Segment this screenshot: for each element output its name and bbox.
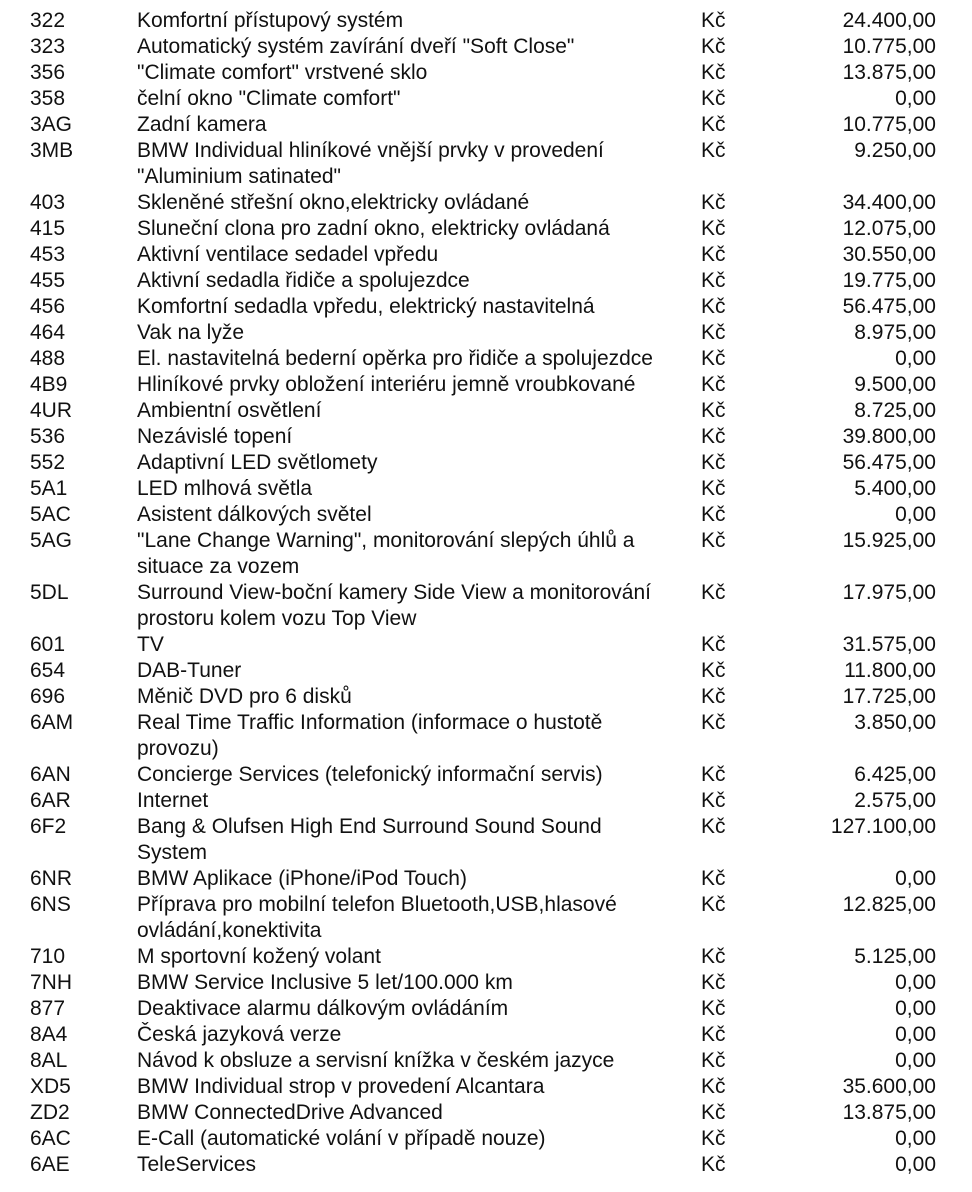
- option-code: 415: [30, 217, 66, 240]
- table-row: [0, 372, 972, 398]
- currency-label: Kč: [701, 789, 726, 812]
- option-code: 322: [30, 9, 66, 32]
- option-code: 696: [30, 685, 66, 708]
- currency-label: Kč: [701, 997, 726, 1020]
- option-description: Bang & Olufsen High End Surround Sound Sound System: [137, 815, 602, 864]
- option-code: 4UR: [30, 399, 73, 422]
- option-description: Česká jazyková verze: [137, 1023, 342, 1046]
- currency-label: Kč: [701, 87, 726, 110]
- option-code: 3AG: [30, 113, 73, 136]
- option-price: 0,00: [895, 1049, 936, 1072]
- option-description: Měnič DVD pro 6 disků: [137, 685, 352, 708]
- option-price: 0,00: [895, 347, 936, 370]
- currency-label: Kč: [701, 113, 726, 136]
- table-row: [0, 424, 972, 450]
- option-code: 5DL: [30, 581, 69, 604]
- currency-label: Kč: [701, 1101, 726, 1124]
- currency-label: Kč: [701, 269, 726, 292]
- option-description: Skleněné střešní okno,elektricky ovládané: [137, 191, 530, 214]
- currency-label: Kč: [701, 763, 726, 786]
- option-price: 13.875,00: [842, 1101, 936, 1124]
- option-price: 39.800,00: [842, 425, 936, 448]
- option-price: 6.425,00: [854, 763, 936, 786]
- table-row: [0, 34, 972, 60]
- option-description: Real Time Traffic Information (informace o hustotě provozu): [137, 711, 603, 760]
- option-code: 356: [30, 61, 66, 84]
- table-row: [0, 944, 972, 970]
- option-price: 8.725,00: [854, 399, 936, 422]
- option-price: 34.400,00: [842, 191, 936, 214]
- option-description: Surround View-boční kamery Side View a monitorování prostoru kolem vozu Top View: [137, 581, 651, 630]
- option-code: 3MB: [30, 139, 74, 162]
- currency-label: Kč: [701, 425, 726, 448]
- table-row: [0, 476, 972, 502]
- option-description: Komfortní sedadla vpředu, elektrický nastavitelná: [137, 295, 595, 318]
- currency-label: Kč: [701, 451, 726, 474]
- option-code: 6AM: [30, 711, 74, 734]
- option-code: 6AR: [30, 789, 71, 812]
- option-description: TeleServices: [137, 1153, 257, 1176]
- currency-label: Kč: [701, 295, 726, 318]
- option-description: BMW ConnectedDrive Advanced: [137, 1101, 443, 1124]
- option-description: Deaktivace alarmu dálkovým ovládáním: [137, 997, 509, 1020]
- table-row: [0, 216, 972, 242]
- option-price: 0,00: [895, 1023, 936, 1046]
- option-code: 5A1: [30, 477, 68, 500]
- option-price: 15.925,00: [842, 529, 936, 552]
- option-description: Ambientní osvětlení: [137, 399, 322, 422]
- option-code: 710: [30, 945, 66, 968]
- option-description: "Lane Change Warning", monitorování slepých úhlů a situace za vozem: [137, 529, 635, 578]
- table-row: [0, 762, 972, 788]
- table-row: [0, 502, 972, 528]
- option-code: 8A4: [30, 1023, 68, 1046]
- option-code: ZD2: [30, 1101, 70, 1124]
- option-description: Asistent dálkových světel: [137, 503, 372, 526]
- table-row: [0, 632, 972, 658]
- table-row: [0, 8, 972, 34]
- currency-label: Kč: [701, 529, 726, 552]
- currency-label: Kč: [701, 867, 726, 890]
- option-code: 488: [30, 347, 66, 370]
- option-code: 6AC: [30, 1127, 71, 1150]
- currency-label: Kč: [701, 659, 726, 682]
- option-price: 8.975,00: [854, 321, 936, 344]
- currency-label: Kč: [701, 1075, 726, 1098]
- option-code: 5AC: [30, 503, 71, 526]
- currency-label: Kč: [701, 893, 726, 916]
- currency-label: Kč: [701, 61, 726, 84]
- option-price: 2.575,00: [854, 789, 936, 812]
- option-price: 17.975,00: [842, 581, 936, 604]
- option-code: 4B9: [30, 373, 68, 396]
- option-description: Internet: [137, 789, 209, 812]
- option-price: 12.825,00: [842, 893, 936, 916]
- option-description: BMW Individual strop v provedení Alcantara: [137, 1075, 545, 1098]
- table-row: [0, 658, 972, 684]
- table-row: [0, 1126, 972, 1152]
- table-row: [0, 996, 972, 1022]
- option-code: 877: [30, 997, 66, 1020]
- currency-label: Kč: [701, 581, 726, 604]
- option-code: 5AG: [30, 529, 73, 552]
- option-price: 17.725,00: [842, 685, 936, 708]
- option-price: 11.800,00: [844, 659, 936, 682]
- option-description: Aktivní ventilace sedadel vpředu: [137, 243, 439, 266]
- option-description: TV: [137, 633, 164, 656]
- table-row: [0, 528, 972, 580]
- currency-label: Kč: [701, 321, 726, 344]
- option-price: 10.775,00: [842, 113, 936, 136]
- option-code: 323: [30, 35, 66, 58]
- currency-label: Kč: [701, 35, 726, 58]
- option-description: El. nastavitelná bederní opěrka pro řidiče a spolujezdce: [137, 347, 653, 370]
- option-description: BMW Aplikace (iPhone/iPod Touch): [137, 867, 467, 890]
- option-code: 464: [30, 321, 66, 344]
- option-price: 5.400,00: [854, 477, 936, 500]
- option-price: 0,00: [895, 867, 936, 890]
- option-code: 7NH: [30, 971, 73, 994]
- option-price: 19.775,00: [842, 269, 936, 292]
- currency-label: Kč: [701, 243, 726, 266]
- option-description: Automatický systém zavírání dveří "Soft Close": [137, 35, 575, 58]
- option-description: Komfortní přístupový systém: [137, 9, 404, 32]
- option-code: XD5: [30, 1075, 71, 1098]
- option-description: DAB-Tuner: [137, 659, 242, 682]
- table-row: [0, 320, 972, 346]
- table-row: [0, 86, 972, 112]
- option-code: 552: [30, 451, 66, 474]
- option-description: Concierge Services (telefonický informační servis): [137, 763, 603, 786]
- option-description: E-Call (automatické volání v případě nouze): [137, 1127, 546, 1150]
- table-row: [0, 450, 972, 476]
- option-price: 127.100,00: [830, 815, 936, 838]
- table-row: [0, 1100, 972, 1126]
- option-description: LED mlhová světla: [137, 477, 313, 500]
- table-row: [0, 112, 972, 138]
- table-row: [0, 892, 972, 944]
- option-code: 6F2: [30, 815, 67, 838]
- option-description: Vak na lyže: [137, 321, 244, 344]
- option-description: Nezávislé topení: [137, 425, 293, 448]
- option-price: 31.575,00: [842, 633, 936, 656]
- price-list-rows: [0, 8, 972, 1178]
- option-description: Hliníkové prvky obložení interiéru jemně vroubkované: [137, 373, 636, 396]
- table-row: [0, 190, 972, 216]
- option-price: 12.075,00: [842, 217, 936, 240]
- option-description: BMW Individual hliníkové vnější prvky v provedení "Aluminium satinated": [137, 139, 604, 188]
- currency-label: Kč: [701, 139, 726, 162]
- option-code: 403: [30, 191, 66, 214]
- option-price: 30.550,00: [842, 243, 936, 266]
- currency-label: Kč: [701, 815, 726, 838]
- currency-label: Kč: [701, 685, 726, 708]
- table-row: [0, 268, 972, 294]
- option-price: 10.775,00: [842, 35, 936, 58]
- option-price: 9.250,00: [854, 139, 936, 162]
- currency-label: Kč: [701, 711, 726, 734]
- currency-label: Kč: [701, 971, 726, 994]
- currency-label: Kč: [701, 503, 726, 526]
- table-row: [0, 970, 972, 996]
- table-row: [0, 814, 972, 866]
- currency-label: Kč: [701, 191, 726, 214]
- option-code: 654: [30, 659, 66, 682]
- option-description: Aktivní sedadla řidiče a spolujezdce: [137, 269, 470, 292]
- table-row: [0, 1074, 972, 1100]
- option-code: 456: [30, 295, 66, 318]
- currency-label: Kč: [701, 217, 726, 240]
- option-code: 8AL: [30, 1049, 68, 1072]
- currency-label: Kč: [701, 373, 726, 396]
- currency-label: Kč: [701, 477, 726, 500]
- currency-label: Kč: [701, 633, 726, 656]
- option-price: 24.400,00: [842, 9, 936, 32]
- option-price: 13.875,00: [842, 61, 936, 84]
- currency-label: Kč: [701, 399, 726, 422]
- option-price: 0,00: [895, 503, 936, 526]
- table-row: [0, 1022, 972, 1048]
- option-description: Zadní kamera: [137, 113, 267, 136]
- option-price: 9.500,00: [854, 373, 936, 396]
- option-code: 6AE: [30, 1153, 70, 1176]
- option-price: 5.125,00: [854, 945, 936, 968]
- table-row: [0, 398, 972, 424]
- currency-label: Kč: [701, 1049, 726, 1072]
- option-price: 35.600,00: [842, 1075, 936, 1098]
- currency-label: Kč: [701, 945, 726, 968]
- currency-label: Kč: [701, 1153, 726, 1176]
- option-code: 6NR: [30, 867, 73, 890]
- option-code: 455: [30, 269, 66, 292]
- currency-label: Kč: [701, 9, 726, 32]
- table-row: [0, 788, 972, 814]
- option-description: M sportovní kožený volant: [137, 945, 381, 968]
- option-price: 0,00: [895, 997, 936, 1020]
- table-row: [0, 60, 972, 86]
- option-description: Návod k obsluze a servisní knížka v českém jazyce: [137, 1049, 615, 1072]
- option-price: 0,00: [895, 1127, 936, 1150]
- option-code: 601: [30, 633, 66, 656]
- option-code: 453: [30, 243, 66, 266]
- table-row: [0, 138, 972, 190]
- option-price: 3.850,00: [854, 711, 936, 734]
- table-row: [0, 294, 972, 320]
- currency-label: Kč: [701, 1023, 726, 1046]
- table-row: [0, 866, 972, 892]
- option-price: 56.475,00: [842, 295, 936, 318]
- table-row: [0, 1048, 972, 1074]
- option-code: 6AN: [30, 763, 71, 786]
- option-price: 0,00: [895, 971, 936, 994]
- table-row: [0, 684, 972, 710]
- table-row: [0, 346, 972, 372]
- table-row: [0, 1152, 972, 1178]
- option-code: 536: [30, 425, 66, 448]
- option-price: 56.475,00: [842, 451, 936, 474]
- currency-label: Kč: [701, 1127, 726, 1150]
- option-description: Adaptivní LED světlomety: [137, 451, 378, 474]
- option-description: čelní okno "Climate comfort": [137, 87, 401, 110]
- table-row: [0, 710, 972, 762]
- currency-label: Kč: [701, 347, 726, 370]
- option-description: Sluneční clona pro zadní okno, elektricky ovládaná: [137, 217, 610, 240]
- option-description: BMW Service Inclusive 5 let/100.000 km: [137, 971, 513, 994]
- option-code: 6NS: [30, 893, 71, 916]
- option-price: 0,00: [895, 1153, 936, 1176]
- option-price: 0,00: [895, 87, 936, 110]
- table-row: [0, 580, 972, 632]
- table-row: [0, 242, 972, 268]
- option-code: 358: [30, 87, 66, 110]
- option-description: "Climate comfort" vrstvené sklo: [137, 61, 428, 84]
- option-description: Příprava pro mobilní telefon Bluetooth,USB,hlasové ovládání,konektivita: [137, 893, 617, 942]
